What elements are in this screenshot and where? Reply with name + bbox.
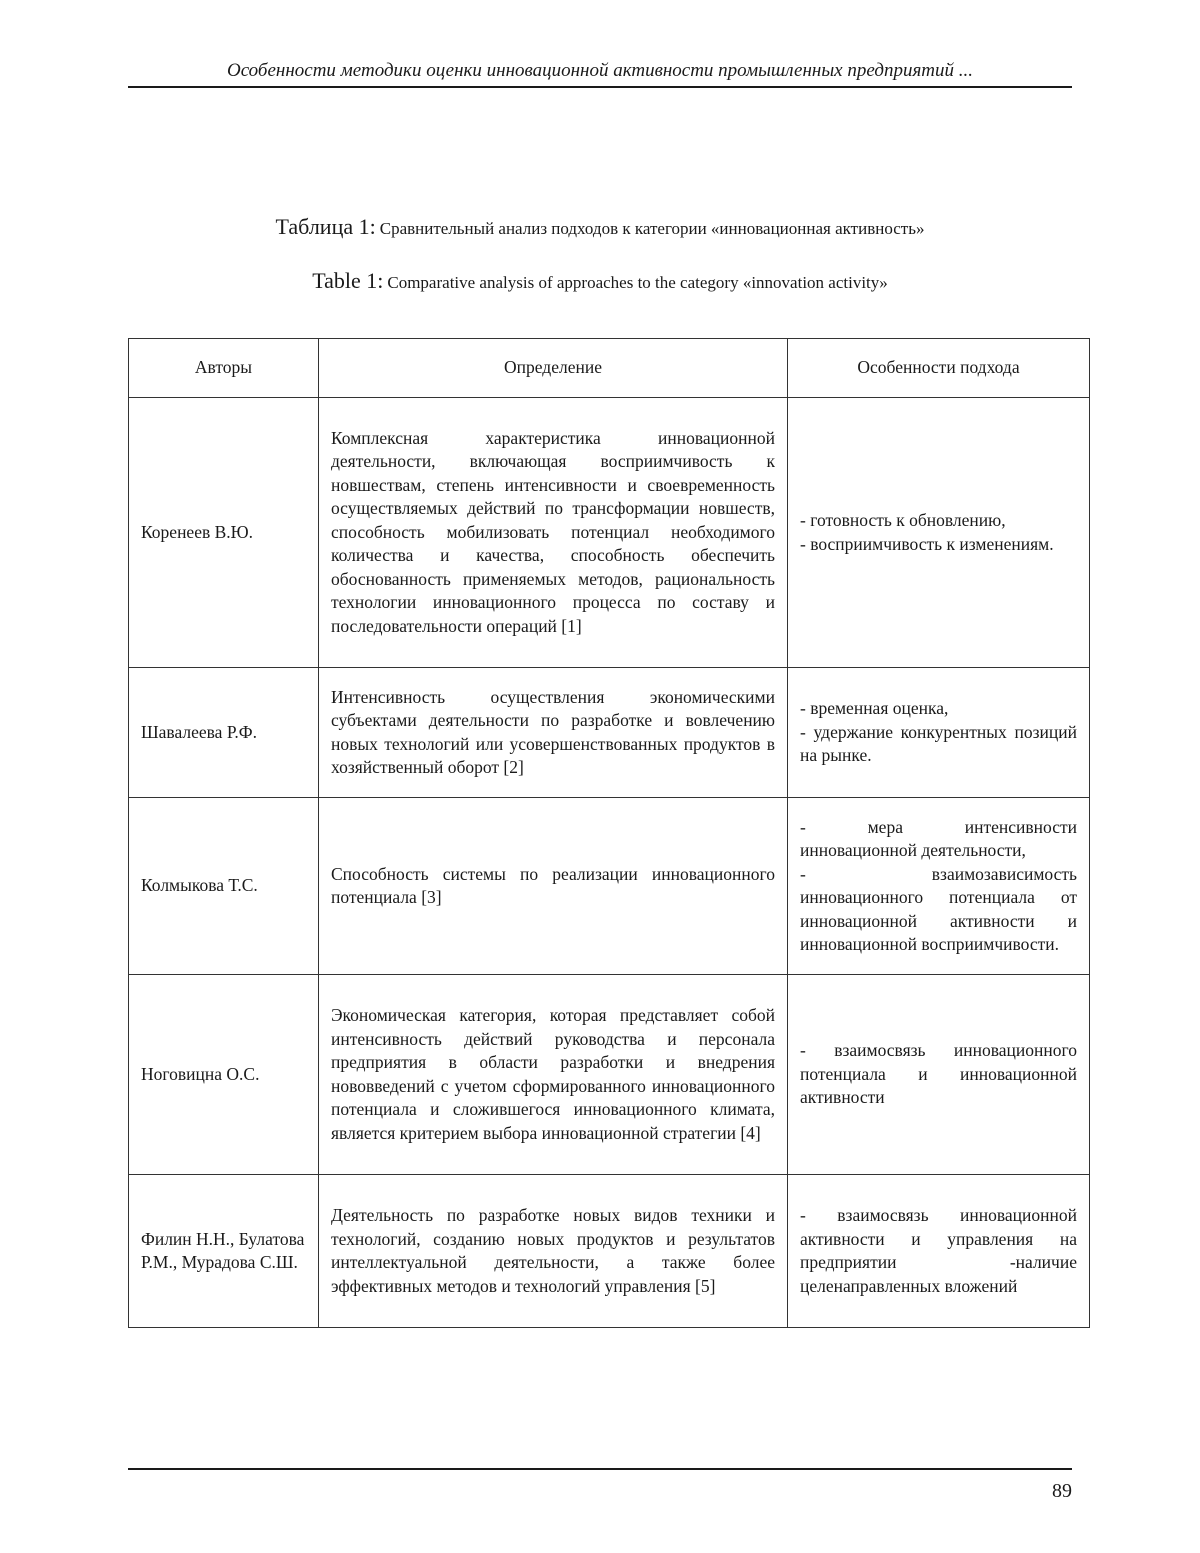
caption-label-ru: Таблица 1: [275, 214, 376, 239]
feature-item: - временная оценка, [800, 698, 949, 719]
feature-item: - готовность к обновлению, [800, 510, 1006, 530]
table-row [129, 975, 1090, 1175]
table-row [129, 798, 1090, 975]
table-row [129, 1175, 1090, 1328]
page-number: 89 [1052, 1480, 1072, 1502]
header-features: Особенности подхода [788, 339, 1090, 398]
features-cell [788, 975, 1090, 1175]
definition-cell: Деятельность по разработке новых видов техники и технологий, созданию новых продуктов и результатов интеллектуальной деятельности, а также более эффективных методов и технологий управления [5] [319, 1175, 788, 1328]
running-head: Особенности методики оценки инновационной активности промышленных предприятий ... [226, 60, 973, 81]
table-row [129, 398, 1090, 668]
footer-rule [128, 1468, 1072, 1470]
header-rule [128, 86, 1072, 88]
features-cell [788, 668, 1090, 798]
feature-item: - взаимосвязь инновационного потенциала и инновационной активности [800, 1040, 1077, 1108]
feature-item: - восприимчивость к изменениям. [800, 533, 1054, 554]
comparison-table [128, 338, 1090, 1328]
author-cell: Филин Н.Н., Булатова Р.М., Мурадова С.Ш. [129, 1175, 319, 1328]
features-cell [788, 1175, 1090, 1328]
feature-item: - взаимозависимость инновационного потенциала от инновационной активности и инновационной восприимчивости. [800, 863, 1077, 954]
feature-item: - удержание конкурентных позиций на рынке. [800, 721, 1077, 766]
feature-item: - мера интенсивности инновационной деятельности, [800, 816, 1077, 860]
caption-label-en: Table 1: [312, 268, 384, 293]
header-definition: Определение [319, 339, 788, 398]
header-authors: Авторы [129, 339, 319, 398]
table-header-row [129, 339, 1090, 398]
feature-item: - взаимосвязь инновационной активности и управления на предприятии -наличие целенаправленных вложений [800, 1205, 1077, 1296]
table-caption-ru [128, 214, 1072, 240]
features-cell [788, 798, 1090, 975]
author-cell: Шавалеева Р.Ф. [129, 668, 319, 798]
table-row [129, 668, 1090, 798]
definition-cell: Интенсивность осуществления экономическими субъектами деятельности по разработке и вовлечению новых технологий или усовершенствованных продуктов в хозяйственный оборот [2] [319, 668, 788, 798]
caption-text-en: Comparative analysis of approaches to the category «innovation activity» [387, 273, 888, 292]
caption-text-ru: Сравнительный анализ подходов к категории «инновационная активность» [379, 219, 925, 238]
author-cell: Ноговицна О.С. [129, 975, 319, 1175]
table-caption-en [128, 268, 1072, 294]
author-cell: Коренеев В.Ю. [129, 398, 319, 668]
author-cell: Колмыкова Т.С. [129, 798, 319, 975]
definition-cell: Экономическая категория, которая представляет собой интенсивность действий руководства и персонала предприятия в области разработки и внедрения нововведений с учетом сформированного инновационного потенциала и сложившегося инновационного климата, является критерием выбора инновационной стратегии [4] [319, 975, 788, 1175]
definition-cell: Комплексная характеристика инновационной деятельности, включающая восприимчивость к новшествам, степень интенсивности и своевременность осуществляемых действий по трансформации новшеств, способность мобилизовать потенциал необходимого количества и качества, способность обеспечить обоснованность применяемых методов, рациональность технологии инновационного процесса по составу и последовательности операций [1] [319, 398, 788, 668]
definition-cell: Способность системы по реализации инновационного потенциала [3] [319, 798, 788, 975]
features-cell [788, 398, 1090, 668]
